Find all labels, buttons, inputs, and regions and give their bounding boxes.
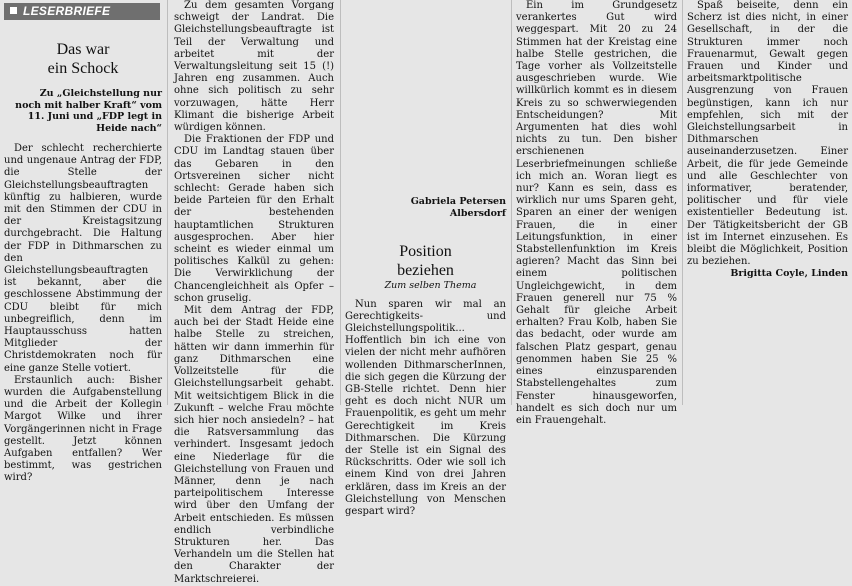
letter2-paragraph: Ein im Grundgesetz verankertes Gut wird weggespart. Mit 20 zu 24 Stimmen hat der Kreistag eine halbe Stelle gestrichen, die Tage vorher als Vollzeitstelle ausgeschrieben wurde. Wie willkürlich kommt es in diesem Kreis zu so schwerwiegenden Entscheidungen? Mit Argumenten hat dies wohl nichts zu tun. Den bisher erschienenen Leserbriefmeinungen schließe ich mich an. Woran liegt es nur? Kann es sein, dass es wirklich nur ums Sparen geht, Sparen an einer der wenigen Frauen, die in einer Leitungsfunktion, in einer Stabstellenfunktion im Kreis agieren? Macht das Sinn bei einem politischen Ungleichgewicht, in dem Frauen generell nur 75 % Gehalt für gleiche Arbeit erhalten? Frau Kolb, haben Sie das bedacht, oder wurde am falschen Platz gespart, genau genommen haben Sie 25 % eines einzusparenden Stabstellengehaltes zum Fenster hinausgeworfen, handelt es sich doch nur um ein Frauengehalt. <box>516 0 677 426</box>
letter1-paragraph: Zu dem gesamten Vorgang schweigt der Landrat. Die Gleichstellungsbeauftragte ist Teil der Verwaltung und arbeitet mit der Verwaltungsleitung seit 15 (!) Jahren eng zusammen. Auch ohne sich politisch zu sehr vorzuwagen, hätte Herr Klimant die bisherige Arbeit würdigen können. <box>174 0 334 134</box>
column-rule <box>682 0 683 405</box>
column-rule <box>340 0 341 405</box>
letter1-headline-line1: Das war <box>56 41 110 58</box>
column-5 <box>687 0 848 405</box>
letter1-headline <box>4 40 162 78</box>
letter1-paragraph: Erstaunlich auch: Bisher wurden die Aufgabenstellung und die Arbeit der Kollegin Margot Wilke und ihrer Vorgängerinnen nicht in Frage gestellt. Jetzt können Aufgaben entfallen? Wer bestimmt, was gestrichen wird? <box>4 374 162 484</box>
letter1-paragraph: Der schlecht recherchierte und ungenaue Antrag der FDP, die Stelle der Gleichstellungsbeauftragten künftig zu halbieren, wurde mit den Stimmen der CDU in der Kreistagsitzung durchgebracht. Die Haltung der FDP in Dithmarschen zu den Gleichstellungsbeauftragten ist bekannt, aber die geschlossene Abstimmung der CDU bleibt für mich unbegreiflich, denn im Hauptausschuss hatten Mitglieder der Christdemokraten noch für eine ganze Stelle votiert. <box>4 143 162 374</box>
letter1-headline-line2: ein Schock <box>47 60 119 77</box>
letter2-signature: Brigitta Coyle, Linden <box>730 268 848 280</box>
letter1-intro: Zu „Gleichstellung nur noch mit halber Kraft“ vom 11. Juni und „FDP legt in Heide nach“ <box>15 88 162 134</box>
letter2-paragraph: Spaß beiseite, denn ein Scherz ist dies nicht, in einer Gesellschaft, in der die Strukturen immer noch Frauenarmut, Gewalt gegen Frauen und Kinder und arbeitsmarktpolitische Ausgrenzung von Frauen begünstigen, kann ich nur empfehlen, sich mit der Gleichstellungsarbeit in Dithmarschen auseinanderzusetzen. Einer Arbeit, die für jede Gemeinde und alle Geschlechter von informativer, beratender, politischer und für viele existentieller Bedeutung ist. Der Tätigkeitsbericht der GB ist im Internet einzusehen. Es bleibt die Möglichkeit, Position zu beziehen. <box>687 0 848 268</box>
letter2-headline <box>345 242 506 280</box>
column-2 <box>174 0 334 585</box>
column-rule <box>167 0 168 405</box>
column-1 <box>4 0 162 484</box>
letter1-continuation <box>345 0 506 196</box>
letter2-subheading: Zum selben Thema <box>384 280 477 292</box>
column-3 <box>345 0 506 518</box>
letter1-signature-place: Albersdorf <box>449 208 506 220</box>
letter1-body-part1 <box>4 143 162 485</box>
section-label: LESERBRIEFE <box>23 4 111 18</box>
letter1-signature-name: Gabriela Petersen <box>410 196 506 207</box>
letter1-paragraph: Mit dem Antrag der FDP, auch bei der Stadt Heide eine halbe Stelle zu streichen, hätten wir dann immerhin für ganz Dithmarschen eine Vollzeitstelle für die Gleichstellungsarbeit gehabt. Mit weitsichtigem Blick in die Zukunft – welche Frau möchte sich hier noch ansiedeln? – hat die Ratsversammlung das verhindert. Insgesamt jedoch eine Niederlage für die Gleichstellung von Frauen und Männer, denn je nach parteipolitischem Interesse wird über den Umfang der Arbeit entschieden. Es müssen endlich verbindliche Strukturen her. Das Verhandeln um die Stellen hat den Charakter der Marktschreierei. <box>174 305 334 585</box>
column-4 <box>516 0 677 426</box>
letter1-paragraph: Die Fraktionen der FDP und CDU im Landtag stauen über das Gebaren in den Ortsvereinen sicher nicht schlecht: Gerade haben sich beide Parteien für den Erhalt der bestehenden hauptamtlichen Strukturen ausgesprochen. Aber hier scheint es wieder einmal um politisches Kalkül zu gehen: Die Verwirklichung der Chancengleichheit als Opfer – schon gruselig. <box>174 134 334 304</box>
letter2-headline-line2: beziehen <box>397 262 454 280</box>
column-rule <box>511 0 512 405</box>
letter2-headline-line1: Position <box>399 243 452 261</box>
letter2-paragraph: Nun sparen wir mal an Gerechtigkeits- und Gleichstellungspolitik... Hoffentlich bin ich eine von vielen der nicht mehr aufhören wollenden DithmarscherInnen, die sich gegen die Kürzung der GB-Stelle richtet. Denn hier geht es doch nicht NUR um Frauenpolitik, es geht um mehr Gerechtigkeit im Kreis Dithmarschen. Die Kürzung der Stelle ist ein Signal des Rückschritts. Oder wie soll ich einem Kind von drei Jahren erklären, dass im Kreis an der Gleichstellung von Menschen gespart wird? <box>345 298 506 518</box>
